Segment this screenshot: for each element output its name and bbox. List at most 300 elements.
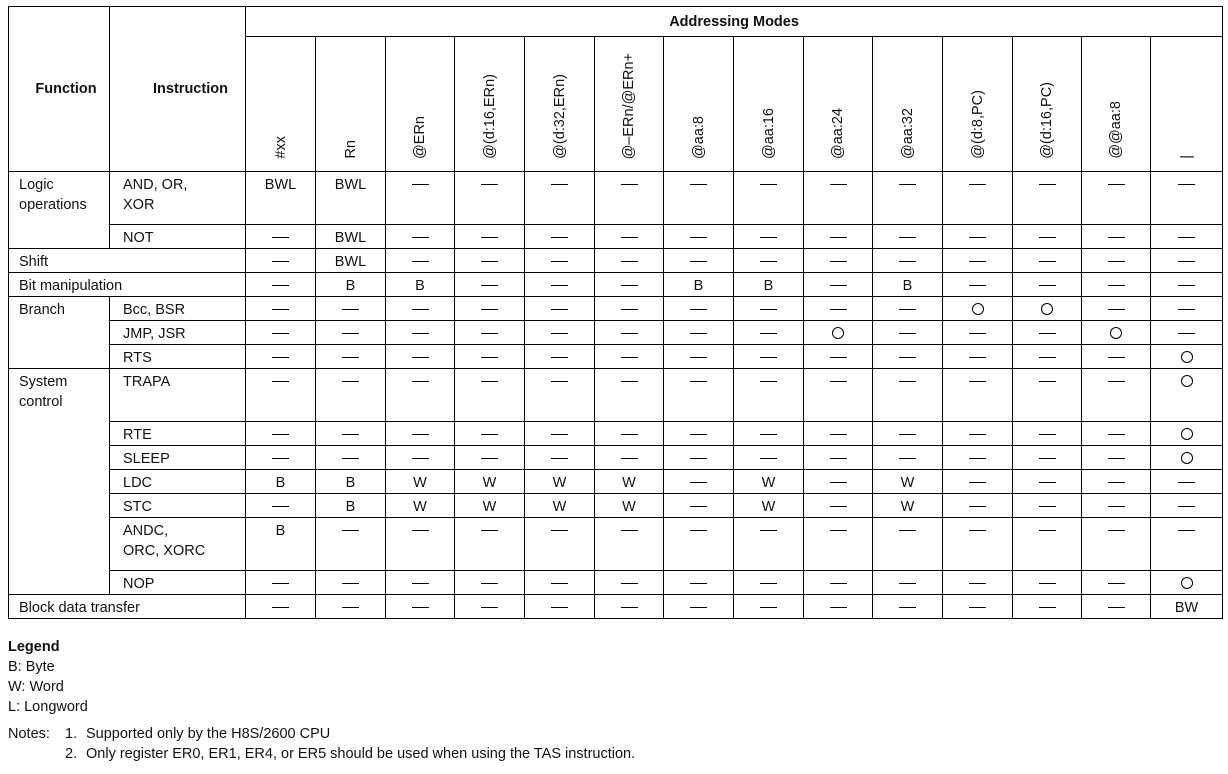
dash-mark: [1178, 184, 1195, 185]
dash-mark: [899, 607, 916, 608]
not-supported-cell: [1082, 273, 1151, 297]
not-supported-cell: [804, 571, 873, 595]
not-supported-cell: [386, 595, 455, 619]
table-row: [9, 225, 1223, 249]
not-supported-cell: [595, 297, 664, 321]
not-supported-cell: [804, 369, 873, 422]
supported-cell: [1082, 321, 1151, 345]
dash-mark: [690, 458, 707, 459]
dash-mark: [342, 607, 359, 608]
dash-mark: [1039, 530, 1056, 531]
note-text: Only register ER0, ER1, ER4, or ER5 should be used when using the TAS instruction.: [86, 746, 636, 762]
not-supported-cell: [595, 595, 664, 619]
mode-column-header: [525, 37, 595, 172]
not-supported-cell: [873, 249, 943, 273]
dash-mark: [1039, 607, 1056, 608]
dash-mark: [760, 583, 777, 584]
not-supported-cell: [873, 225, 943, 249]
dash-mark: [1039, 285, 1056, 286]
supported-cell: [1151, 571, 1223, 595]
function-cell: Branch: [9, 297, 110, 369]
dash-mark: [969, 482, 986, 483]
instruction-cell: ANDC, ORC, XORC: [110, 518, 246, 571]
not-supported-cell: [246, 321, 316, 345]
dash-mark: [760, 333, 777, 334]
size-cell: W: [873, 470, 943, 494]
dash-mark: [899, 309, 916, 310]
not-supported-cell: [873, 571, 943, 595]
mode-label: |: [1178, 155, 1195, 159]
circle-mark: [1110, 327, 1122, 339]
dash-mark: [1108, 458, 1125, 459]
not-supported-cell: [525, 345, 595, 369]
not-supported-cell: [386, 446, 455, 470]
not-supported-cell: [873, 422, 943, 446]
function-cell: System control: [9, 369, 110, 595]
dash-mark: [1108, 184, 1125, 185]
dash-mark: [621, 434, 638, 435]
dash-mark: [342, 458, 359, 459]
not-supported-cell: [316, 321, 386, 345]
not-supported-cell: [1013, 494, 1082, 518]
table-row: [9, 369, 1223, 422]
dash-mark: [1039, 237, 1056, 238]
legend-item: B: Byte: [8, 659, 55, 675]
supported-cell: [1151, 369, 1223, 422]
not-supported-cell: [664, 297, 734, 321]
dash-mark: [1108, 434, 1125, 435]
dash-mark: [342, 309, 359, 310]
supported-cell: [943, 297, 1013, 321]
dash-mark: [690, 607, 707, 608]
dash-mark: [412, 607, 429, 608]
not-supported-cell: [1013, 518, 1082, 571]
dash-mark: [969, 381, 986, 382]
mode-column-header: [386, 37, 455, 172]
dash-mark: [272, 506, 289, 507]
not-supported-cell: [734, 595, 804, 619]
dash-mark: [830, 261, 847, 262]
not-supported-cell: [804, 273, 873, 297]
size-cell: W: [455, 494, 525, 518]
dash-mark: [342, 357, 359, 358]
size-cell: B: [316, 494, 386, 518]
not-supported-cell: [595, 249, 664, 273]
size-cell: W: [873, 494, 943, 518]
dash-mark: [969, 458, 986, 459]
dash-mark: [969, 607, 986, 608]
function-cell: Logic operations: [9, 172, 110, 249]
dash-mark: [621, 458, 638, 459]
supported-cell: [1151, 422, 1223, 446]
not-supported-cell: [1082, 225, 1151, 249]
dash-mark: [690, 482, 707, 483]
not-supported-cell: [1013, 321, 1082, 345]
dash-mark: [1108, 583, 1125, 584]
size-cell: B: [246, 470, 316, 494]
not-supported-cell: [1151, 225, 1223, 249]
dash-mark: [760, 381, 777, 382]
not-supported-cell: [664, 518, 734, 571]
dash-mark: [1039, 506, 1056, 507]
dash-mark: [551, 261, 568, 262]
dash-mark: [481, 261, 498, 262]
not-supported-cell: [246, 422, 316, 446]
dash-mark: [690, 184, 707, 185]
dash-mark: [481, 357, 498, 358]
mode-label: @aa:32: [899, 107, 916, 159]
not-supported-cell: [734, 518, 804, 571]
dash-mark: [412, 333, 429, 334]
not-supported-cell: [386, 249, 455, 273]
instruction-cell: AND, OR, XOR: [110, 172, 246, 225]
dash-mark: [969, 333, 986, 334]
dash-mark: [412, 261, 429, 262]
dash-mark: [830, 184, 847, 185]
not-supported-cell: [943, 249, 1013, 273]
dash-mark: [690, 506, 707, 507]
not-supported-cell: [386, 172, 455, 225]
mode-label: @(d:16,PC): [1039, 82, 1055, 159]
dash-mark: [969, 357, 986, 358]
mode-label: @aa:8: [690, 116, 707, 159]
dash-mark: [899, 458, 916, 459]
dash-mark: [969, 261, 986, 262]
not-supported-cell: [943, 571, 1013, 595]
not-supported-cell: [246, 446, 316, 470]
table-row: [9, 297, 1223, 321]
dash-mark: [899, 357, 916, 358]
dash-mark: [1039, 458, 1056, 459]
not-supported-cell: [943, 422, 1013, 446]
not-supported-cell: [455, 225, 525, 249]
not-supported-cell: [455, 369, 525, 422]
dash-mark: [760, 184, 777, 185]
not-supported-cell: [873, 518, 943, 571]
dash-mark: [899, 237, 916, 238]
dash-mark: [969, 506, 986, 507]
not-supported-cell: [595, 345, 664, 369]
instruction-cell: TRAPA: [110, 369, 246, 422]
mode-column-header: [246, 37, 316, 172]
dash-mark: [1178, 333, 1195, 334]
dash-mark: [760, 458, 777, 459]
dash-mark: [690, 583, 707, 584]
dash-mark: [690, 333, 707, 334]
not-supported-cell: [455, 446, 525, 470]
dash-mark: [760, 357, 777, 358]
not-supported-cell: [1013, 369, 1082, 422]
dash-mark: [342, 333, 359, 334]
circle-mark: [1181, 577, 1193, 589]
dash-mark: [621, 607, 638, 608]
dash-mark: [1108, 381, 1125, 382]
not-supported-cell: [246, 369, 316, 422]
legend-item: L: Longword: [8, 699, 88, 715]
dash-mark: [481, 607, 498, 608]
mode-column-header: [1013, 37, 1082, 172]
not-supported-cell: [1082, 249, 1151, 273]
dash-mark: [969, 530, 986, 531]
not-supported-cell: [1082, 494, 1151, 518]
not-supported-cell: [1013, 571, 1082, 595]
function-column-header: Function: [9, 7, 110, 172]
not-supported-cell: [1013, 345, 1082, 369]
not-supported-cell: [734, 345, 804, 369]
dash-mark: [899, 184, 916, 185]
not-supported-cell: [525, 321, 595, 345]
dash-mark: [1039, 482, 1056, 483]
not-supported-cell: [525, 518, 595, 571]
size-cell: B: [734, 273, 804, 297]
not-supported-cell: [664, 446, 734, 470]
dash-mark: [1108, 261, 1125, 262]
not-supported-cell: [804, 422, 873, 446]
circle-mark: [1041, 303, 1053, 315]
circle-mark: [1181, 428, 1193, 440]
dash-mark: [272, 434, 289, 435]
not-supported-cell: [1013, 225, 1082, 249]
not-supported-cell: [386, 225, 455, 249]
not-supported-cell: [1013, 422, 1082, 446]
not-supported-cell: [804, 225, 873, 249]
not-supported-cell: [943, 225, 1013, 249]
not-supported-cell: [734, 297, 804, 321]
not-supported-cell: [386, 321, 455, 345]
dash-mark: [621, 184, 638, 185]
not-supported-cell: [525, 571, 595, 595]
not-supported-cell: [1082, 571, 1151, 595]
dash-mark: [690, 381, 707, 382]
not-supported-cell: [595, 369, 664, 422]
not-supported-cell: [455, 422, 525, 446]
instruction-cell: SLEEP: [110, 446, 246, 470]
not-supported-cell: [246, 297, 316, 321]
not-supported-cell: [246, 571, 316, 595]
not-supported-cell: [1013, 446, 1082, 470]
not-supported-cell: [525, 249, 595, 273]
not-supported-cell: [525, 595, 595, 619]
not-supported-cell: [734, 369, 804, 422]
dash-mark: [551, 583, 568, 584]
dash-mark: [621, 285, 638, 286]
table-row: [9, 345, 1223, 369]
not-supported-cell: [664, 494, 734, 518]
dash-mark: [830, 530, 847, 531]
notes-label: Notes:: [8, 726, 50, 742]
not-supported-cell: [873, 595, 943, 619]
not-supported-cell: [873, 446, 943, 470]
dash-mark: [1108, 607, 1125, 608]
not-supported-cell: [943, 273, 1013, 297]
dash-mark: [412, 381, 429, 382]
legend-title: Legend: [8, 639, 60, 655]
not-supported-cell: [525, 446, 595, 470]
dash-mark: [830, 381, 847, 382]
dash-mark: [1108, 357, 1125, 358]
not-supported-cell: [455, 595, 525, 619]
mode-column-header: [734, 37, 804, 172]
not-supported-cell: [1013, 273, 1082, 297]
addressing-modes-table: [8, 6, 1223, 619]
not-supported-cell: [804, 297, 873, 321]
mode-column-header: [595, 37, 664, 172]
circle-mark: [832, 327, 844, 339]
table-row: [9, 249, 1223, 273]
dash-mark: [481, 458, 498, 459]
not-supported-cell: [664, 369, 734, 422]
mode-column-header: [664, 37, 734, 172]
notes: [8, 724, 635, 764]
dash-mark: [342, 583, 359, 584]
legend: [8, 637, 88, 717]
not-supported-cell: [246, 595, 316, 619]
dash-mark: [412, 357, 429, 358]
not-supported-cell: [246, 225, 316, 249]
mode-column-header: [1151, 37, 1223, 172]
not-supported-cell: [943, 595, 1013, 619]
instruction-cell: LDC: [110, 470, 246, 494]
not-supported-cell: [804, 494, 873, 518]
dash-mark: [760, 530, 777, 531]
dash-mark: [1108, 285, 1125, 286]
not-supported-cell: [1151, 249, 1223, 273]
not-supported-cell: [595, 446, 664, 470]
not-supported-cell: [734, 225, 804, 249]
dash-mark: [830, 237, 847, 238]
not-supported-cell: [595, 518, 664, 571]
dash-mark: [481, 434, 498, 435]
not-supported-cell: [316, 571, 386, 595]
dash-mark: [1039, 434, 1056, 435]
not-supported-cell: [1082, 297, 1151, 321]
function-cell: Shift: [9, 249, 246, 273]
not-supported-cell: [664, 321, 734, 345]
table-row: [9, 321, 1223, 345]
size-cell: B: [873, 273, 943, 297]
mode-label: @–ERn/@ERn+: [621, 52, 637, 159]
dash-mark: [1178, 530, 1195, 531]
dash-mark: [830, 309, 847, 310]
instruction-cell: JMP, JSR: [110, 321, 246, 345]
note-text: Supported only by the H8S/2600 CPU: [86, 726, 331, 742]
not-supported-cell: [804, 249, 873, 273]
dash-mark: [551, 237, 568, 238]
not-supported-cell: [943, 470, 1013, 494]
not-supported-cell: [455, 249, 525, 273]
not-supported-cell: [1082, 446, 1151, 470]
mode-label: @aa:24: [830, 107, 846, 159]
table-row: [9, 422, 1223, 446]
not-supported-cell: [873, 321, 943, 345]
size-cell: B: [664, 273, 734, 297]
dash-mark: [690, 434, 707, 435]
dash-mark: [1108, 309, 1125, 310]
not-supported-cell: [316, 595, 386, 619]
dash-mark: [899, 381, 916, 382]
not-supported-cell: [664, 595, 734, 619]
table-row: [9, 470, 1223, 494]
note-row: [8, 724, 635, 744]
table-row: [9, 494, 1223, 518]
dash-mark: [621, 583, 638, 584]
not-supported-cell: [1082, 345, 1151, 369]
dash-mark: [481, 285, 498, 286]
instruction-column-header: Instruction: [110, 7, 246, 172]
not-supported-cell: [1151, 273, 1223, 297]
mode-column-header: [804, 37, 873, 172]
dash-mark: [1178, 482, 1195, 483]
dash-mark: [551, 434, 568, 435]
dash-mark: [272, 285, 289, 286]
legend-item: W: Word: [8, 679, 64, 695]
dash-mark: [830, 285, 847, 286]
not-supported-cell: [1013, 470, 1082, 494]
mode-column-header: [316, 37, 386, 172]
dash-mark: [412, 309, 429, 310]
mode-column-header: [873, 37, 943, 172]
table-row: [9, 172, 1223, 225]
not-supported-cell: [1013, 595, 1082, 619]
function-cell: Block data transfer: [9, 595, 246, 619]
dash-mark: [551, 381, 568, 382]
not-supported-cell: [246, 494, 316, 518]
size-cell: BWL: [316, 225, 386, 249]
dash-mark: [412, 583, 429, 584]
not-supported-cell: [1151, 321, 1223, 345]
dash-mark: [272, 309, 289, 310]
not-supported-cell: [246, 249, 316, 273]
size-cell: B: [386, 273, 455, 297]
not-supported-cell: [664, 571, 734, 595]
dash-mark: [481, 309, 498, 310]
not-supported-cell: [386, 571, 455, 595]
not-supported-cell: [943, 321, 1013, 345]
dash-mark: [272, 261, 289, 262]
size-cell: W: [595, 494, 664, 518]
dash-mark: [760, 434, 777, 435]
dash-mark: [760, 237, 777, 238]
not-supported-cell: [734, 249, 804, 273]
not-supported-cell: [804, 172, 873, 225]
dash-mark: [1039, 261, 1056, 262]
dash-mark: [342, 530, 359, 531]
not-supported-cell: [734, 422, 804, 446]
dash-mark: [1108, 506, 1125, 507]
mode-label: @(d:32,ERn): [551, 74, 568, 159]
dash-mark: [272, 607, 289, 608]
not-supported-cell: [943, 518, 1013, 571]
dash-mark: [1108, 530, 1125, 531]
dash-mark: [272, 237, 289, 238]
dash-mark: [899, 583, 916, 584]
not-supported-cell: [455, 321, 525, 345]
dash-mark: [1108, 482, 1125, 483]
not-supported-cell: [1082, 422, 1151, 446]
table-row: [9, 273, 1223, 297]
table-row: [9, 518, 1223, 571]
not-supported-cell: [525, 172, 595, 225]
dash-mark: [481, 333, 498, 334]
instruction-cell: NOP: [110, 571, 246, 595]
instruction-cell: NOT: [110, 225, 246, 249]
size-cell: W: [525, 470, 595, 494]
not-supported-cell: [246, 345, 316, 369]
not-supported-cell: [664, 470, 734, 494]
not-supported-cell: [734, 571, 804, 595]
dash-mark: [412, 237, 429, 238]
not-supported-cell: [1082, 470, 1151, 494]
